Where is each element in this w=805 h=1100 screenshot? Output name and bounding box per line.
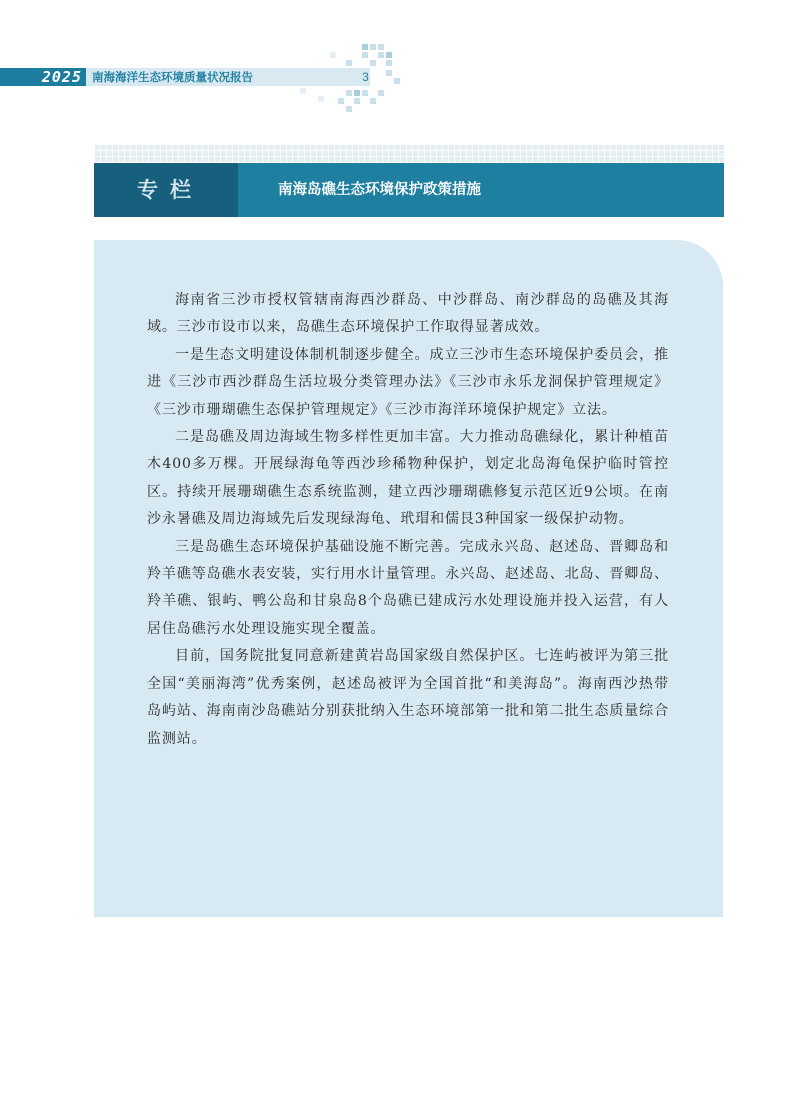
header-report-title: 南海海洋生态环境质量状况报告: [92, 70, 253, 84]
paragraph-current-progress: 目前，国务院批复同意新建黄岩岛国家级自然保护区。七连屿被评为第三批全国“美丽海湾”优秀案例，赵述岛被评为全国首批“和美海岛”。海南西沙热带岛屿站、海南南沙岛礁站分别获批纳入生态环境部第一批和第二批生态质量综合监测站。: [147, 648, 669, 747]
header-mosaic-decoration: [0, 0, 805, 120]
paragraph-infrastructure: 三是岛礁生态环境保护基础设施不断完善。完成永兴岛、赵述岛、晋卿岛和羚羊礁等岛礁水表安装，实行用水计量管理。永兴岛、赵述岛、北岛、晋卿岛、羚羊礁、银屿、鸭公岛和甘泉岛8个岛礁已建成污水处理设施并投入运营，有人居住岛礁污水处理设施实现全覆盖。: [147, 538, 669, 637]
page-number: 3: [362, 70, 369, 84]
paragraph-intro: 海南省三沙市授权管辖南海西沙群岛、中沙群岛、南沙群岛的岛礁及其海域。三沙市设市以来，岛礁生态环境保护工作取得显著成效。: [147, 292, 669, 336]
paragraph-biodiversity: 二是岛礁及周边海域生物多样性更加丰富。大力推动岛礁绿化，累计种植苗木400多万棵。开展绿海龟等西沙珍稀物种保护，划定北岛海龟保护临时管控区。持续开展珊瑚礁生态系统监测，建立西沙珊瑚礁修复示范区近9公顷。在南沙永暑礁及周边海域先后发现绿海龟、玳瑁和儒艮3种国家一级保护动物。: [147, 429, 669, 528]
paragraph-governance: 一是生态文明建设体制机制逐步健全。成立三沙市生态环境保护委员会，推进《三沙市西沙群岛生活垃圾分类管理办法》《三沙市永乐龙洞保护管理规定》《三沙市珊瑚礁生态保护管理规定》《三沙市海洋环境保护规定》立法。: [147, 346, 669, 418]
column-body: [147, 287, 669, 753]
column-title: 南海岛礁生态环境保护政策措施: [278, 182, 481, 198]
column-title-dotted-strip: [94, 145, 724, 163]
header-year: 2025: [0, 68, 86, 86]
column-label: 专栏: [94, 163, 238, 217]
